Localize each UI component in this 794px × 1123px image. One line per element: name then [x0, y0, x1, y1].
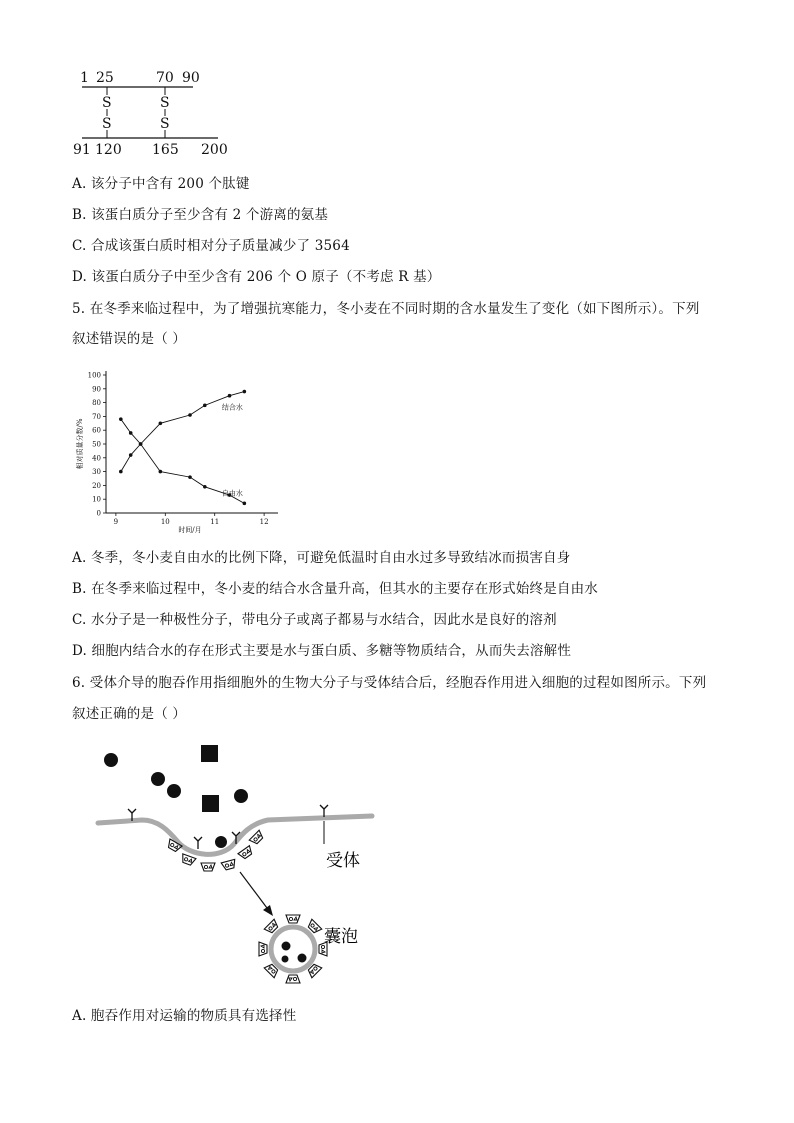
macromolecule-circle	[104, 753, 118, 767]
q6-stem-line1: 6. 受体介导的胞吞作用指细胞外的生物大分子与受体结合后，经胞吞作用进入细胞的过程如图所示。下列	[72, 675, 707, 691]
receptor-label: 受体	[326, 851, 360, 871]
sulfur-atom: S	[102, 116, 112, 132]
top-label-70: 70	[156, 70, 174, 86]
data-point	[129, 453, 133, 457]
q6-option-a: A. 胞吞作用对运输的物质具有选择性	[72, 1008, 297, 1024]
q5-option-c: C. 水分子是一种极性分子，带电分子或离子都易与水结合，因此水是良好的溶剂	[72, 612, 557, 628]
macromolecule-square	[202, 795, 219, 812]
coat-proteins	[166, 830, 265, 871]
data-point	[243, 502, 247, 506]
data-point	[129, 431, 133, 435]
transport-arrowhead	[263, 905, 273, 916]
y-tick-label: 50	[92, 440, 101, 449]
y-tick-label: 20	[92, 481, 101, 490]
q5-option-d: D. 细胞内结合水的存在形式主要是水与蛋白质、多糖等物质结合，从而失去溶解性	[72, 643, 572, 659]
q5-stem-line1: 5. 在冬季来临过程中，为了增强抗寒能力，冬小麦在不同时期的含水量发生了变化（如下图所示）。下列	[72, 301, 700, 317]
y-axis-label: 相对质量分数/%	[76, 418, 84, 470]
q5-stem-line2: 叙述错误的是（ ）	[72, 331, 187, 347]
data-point	[203, 485, 207, 489]
y-tick-label: 40	[92, 454, 101, 463]
x-tick-label: 10	[160, 518, 170, 526]
bottom-label-165: 165	[152, 142, 179, 158]
series-label: 结合水	[221, 403, 243, 412]
water-content-chart	[70, 362, 290, 534]
y-tick-label: 0	[96, 509, 101, 518]
y-tick-label: 80	[92, 399, 101, 408]
q4-option-a: A. 该分子中含有 200 个肽键	[72, 176, 250, 192]
q5-option-b: B. 在冬季来临过程中，冬小麦的结合水含量升高，但其水的主要存在形式始终是自由水	[72, 581, 599, 597]
sulfur-atom: S	[102, 95, 112, 111]
series-label: 自由水	[221, 489, 243, 498]
data-point	[139, 442, 143, 446]
y-tick-label: 60	[92, 426, 101, 435]
transport-arrow	[240, 872, 270, 912]
vesicle-label: 囊泡	[324, 927, 358, 947]
receptor-icon	[194, 837, 202, 849]
q5-option-a: A. 冬季，冬小麦自由水的比例下降，可避免低温时自由水过多导致结冰而损害自身	[72, 550, 571, 566]
data-point	[243, 390, 247, 394]
bottom-label-120: 120	[95, 142, 122, 158]
y-tick-label: 90	[92, 385, 101, 394]
bound-macromolecule	[215, 836, 227, 848]
q4-option-b: B. 该蛋白质分子至少含有 2 个游离的氨基	[72, 207, 329, 223]
q4-option-c: C. 合成该蛋白质时相对分子质量减少了 3564	[72, 238, 350, 254]
macromolecule-circle	[151, 772, 165, 786]
x-tick-label: 12	[259, 518, 269, 526]
x-axis-label: 时间/月	[178, 526, 202, 534]
y-tick-label: 30	[92, 468, 101, 477]
x-tick-label: 9	[113, 518, 119, 526]
bottom-label-200: 200	[201, 142, 228, 158]
data-point	[188, 475, 192, 479]
data-point	[159, 470, 163, 474]
protein-structure-diagram	[70, 64, 240, 160]
y-tick-label: 100	[87, 371, 101, 380]
data-point	[228, 394, 232, 398]
sulfur-atom: S	[160, 116, 170, 132]
data-point	[188, 413, 192, 417]
data-point	[203, 404, 207, 408]
y-tick-label: 10	[92, 495, 101, 504]
bottom-label-91: 91	[73, 142, 91, 158]
q6-stem-line2: 叙述正确的是（ ）	[72, 706, 187, 722]
data-point	[159, 422, 163, 426]
sulfur-atom: S	[160, 95, 170, 111]
macromolecule-square	[201, 745, 218, 762]
data-point	[119, 470, 123, 474]
top-label-1: 1	[80, 70, 89, 86]
macromolecule-circle	[234, 789, 248, 803]
receptor-icon	[320, 805, 328, 817]
endocytosis-diagram	[92, 738, 392, 993]
x-tick-label: 11	[210, 518, 220, 526]
y-tick-label: 70	[92, 412, 101, 421]
vesicle	[259, 915, 327, 983]
data-point	[119, 417, 123, 421]
top-label-90: 90	[182, 70, 200, 86]
top-label-25: 25	[96, 70, 114, 86]
macromolecule-circle	[167, 784, 181, 798]
q4-option-d: D. 该蛋白质分子中至少含有 206 个 O 原子（不考虑 R 基）	[72, 269, 441, 285]
